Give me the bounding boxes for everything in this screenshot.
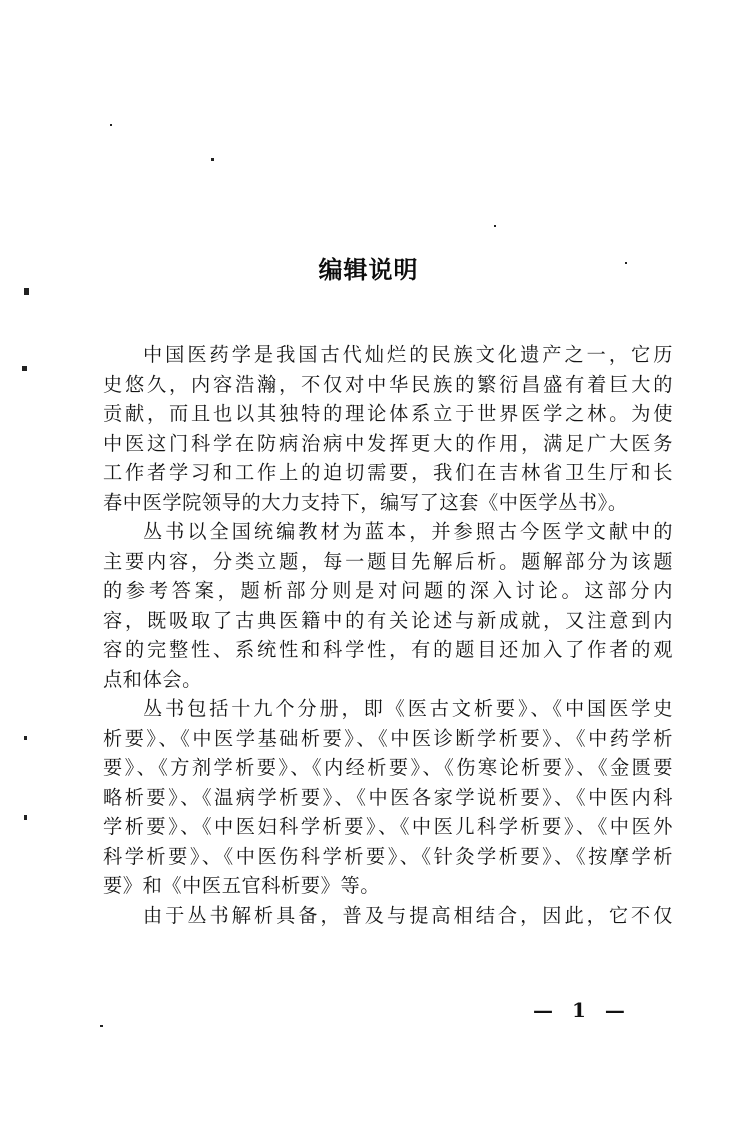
text-line: 点和体会。 [103,667,202,691]
scan-speck [24,736,27,740]
text-line: 略析要》、《温病学析要》、《中医各家学说析要》、《中医内科 [103,785,673,809]
scan-speck [100,1025,103,1027]
scan-speck [22,366,27,371]
text-line: 析要》、《中医学基础析要》、《中医诊断学析要》、《中药学析 [103,726,673,750]
text-line: 要》、《方剂学析要》、《内经析要》、《伤寒论析要》、《金匮要 [103,756,673,779]
text-line: 史悠久，内容浩瀚，不仅对中华民族的繁衍昌盛有着巨大的 [103,372,673,396]
scan-speck [24,288,29,295]
scan-speck [494,225,496,227]
text-line: 由于丛书解析具备，普及与提高相结合，因此，它不仅 [143,903,673,927]
page-number: — 1 — [533,998,631,1022]
scan-speck [24,815,27,820]
text-line: 容的完整性、系统性和科学性，有的题目还加入了作者的观 [103,638,673,661]
text-line: 容，既吸取了古典医籍中的有关论述与新成就，又注意到内 [103,608,673,632]
text-line: 贡献，而且也以其独特的理论体系立于世界医学之林。为使 [103,402,673,425]
page-title: 编辑说明 [318,256,419,284]
text-line: 中医这门科学在防病治病中发挥更大的作用，满足广大医务 [103,431,673,455]
text-line: 的参考答案，题析部分则是对问题的深入讨论。这部分内 [103,579,673,602]
scan-speck [110,124,112,126]
text-line: 丛书包括十九个分册，即《医古文析要》、《中国医学史 [143,697,673,720]
scan-speck [211,158,214,161]
text-line: 要》和《中医五官科析要》等。 [103,874,381,897]
text-line: 主要内容，分类立题，每一题目先解后析。题解部分为该题 [103,549,673,573]
text-line: 学析要》、《中医妇科学析要》、《中医儿科学析要》、《中医外 [103,815,673,838]
text-line: 丛书以全国统编教材为蓝本，并参照古今医学文献中的 [143,520,673,543]
text-line: 春中医学院领导的大力支持下，编写了这套《中医学丛书》。 [103,490,628,514]
text-line: 工作者学习和工作上的迫切需要，我们在吉林省卫生厅和长 [103,461,673,484]
text-line: 科学析要》、《中医伤科学析要》、《针灸学析要》、《按摩学析 [103,844,673,868]
body-text [103,340,673,930]
text-line: 中国医药学是我国古代灿烂的民族文化遗产之一，它历 [143,343,673,366]
